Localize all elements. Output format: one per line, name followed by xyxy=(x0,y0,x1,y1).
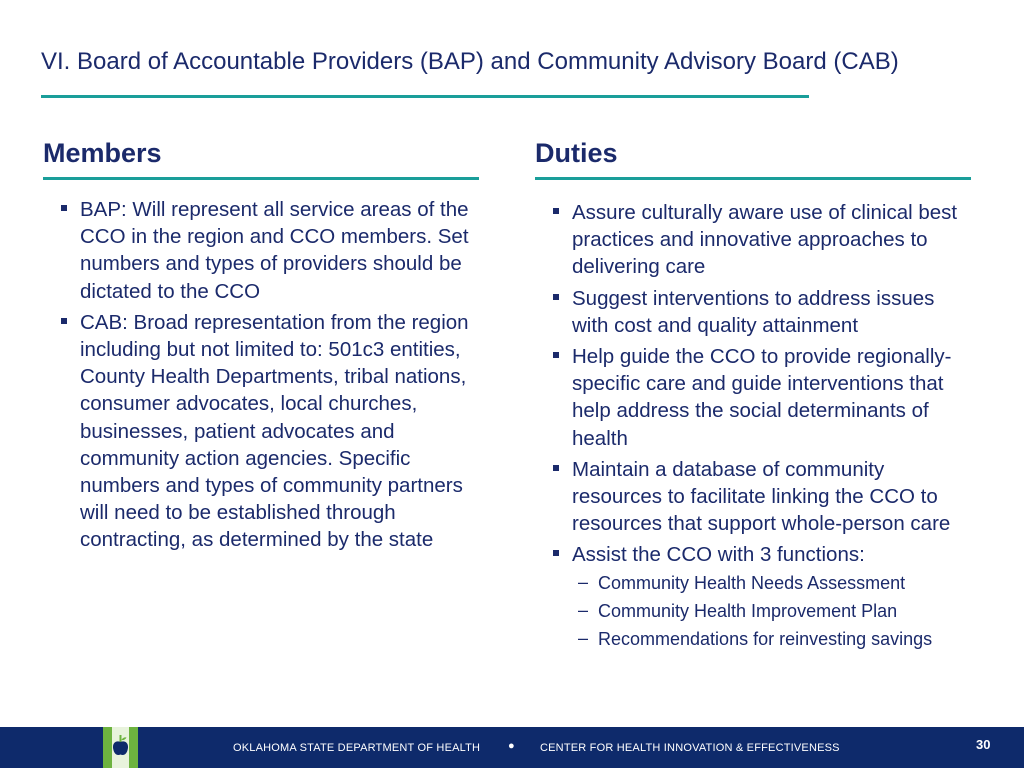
duties-divider xyxy=(535,177,971,180)
bullet-text: Assure culturally aware use of clinical best practices and innovative approaches to delivering care xyxy=(572,201,958,279)
duties-heading: Duties xyxy=(535,138,618,168)
bullet-square-icon xyxy=(553,550,559,556)
members-list xyxy=(43,196,483,554)
dash-icon: – xyxy=(578,599,589,620)
bullet-text: Help guide the CCO to provide regionally-specific care and guide interventions that help address the social determinants of health xyxy=(572,345,952,450)
bullet-text: Suggest interventions to address issues with cost and quality attainment xyxy=(572,286,935,337)
list-item xyxy=(535,343,967,452)
sub-list xyxy=(572,571,967,651)
duties-column xyxy=(535,136,975,655)
bullet-text: Maintain a database of community resources to facilitate linking the CCO to resources that support whole-person care xyxy=(572,457,951,536)
bullet-square-icon xyxy=(553,208,559,214)
footer-separator: ● xyxy=(508,740,515,752)
slide-title: VI. Board of Accountable Providers (BAP) and Community Advisory Board (CAB) xyxy=(41,48,899,75)
sub-bullet-text: Community Health Needs Assessment xyxy=(598,572,906,593)
title-divider xyxy=(41,95,809,98)
list-item xyxy=(535,199,967,281)
sub-bullet-text: Recommendations for reinvesting savings xyxy=(598,628,933,649)
bullet-square-icon xyxy=(553,294,559,300)
footer-center-name: CENTER FOR HEALTH INNOVATION & EFFECTIVENESS xyxy=(540,742,840,754)
list-item xyxy=(535,285,967,339)
bullet-text: CAB: Broad representation from the region including but not limited to: 501c3 entities, County Health Departments, tribal nations, consumer advocates, local churches, businesses, patient advocates and community action agencies. Specific numbers and types of community partners will need to be established through contracting, as determined by the state xyxy=(80,310,469,552)
bullet-text: Assist the CCO with 3 functions: xyxy=(572,543,865,567)
dash-icon: – xyxy=(578,571,589,592)
members-heading: Members xyxy=(43,138,162,168)
bullet-text: BAP: Will represent all service areas of the CCO in the region and CCO members. Set numbers and types of providers should be dictated to the CCO xyxy=(80,198,469,303)
list-item xyxy=(535,541,967,650)
list-item xyxy=(43,196,475,305)
bullet-square-icon xyxy=(61,205,67,211)
duties-list xyxy=(535,199,975,651)
footer-org-name: OKLAHOMA STATE DEPARTMENT OF HEALTH xyxy=(233,742,481,754)
sub-bullet-text: Community Health Improvement Plan xyxy=(598,600,898,621)
bullet-square-icon xyxy=(553,465,559,471)
members-column xyxy=(43,136,483,558)
members-divider xyxy=(43,177,479,180)
bullet-square-icon xyxy=(61,318,67,324)
sub-list-item xyxy=(572,599,967,623)
apple-icon xyxy=(112,735,129,761)
sub-list-item xyxy=(572,627,967,651)
list-item xyxy=(535,456,967,538)
sub-list-item xyxy=(572,571,967,595)
list-item xyxy=(43,309,475,554)
dash-icon: – xyxy=(578,627,589,648)
bullet-square-icon xyxy=(553,352,559,358)
page-number: 30 xyxy=(976,737,991,752)
osdh-logo xyxy=(103,727,138,768)
footer-bar xyxy=(0,727,1024,768)
